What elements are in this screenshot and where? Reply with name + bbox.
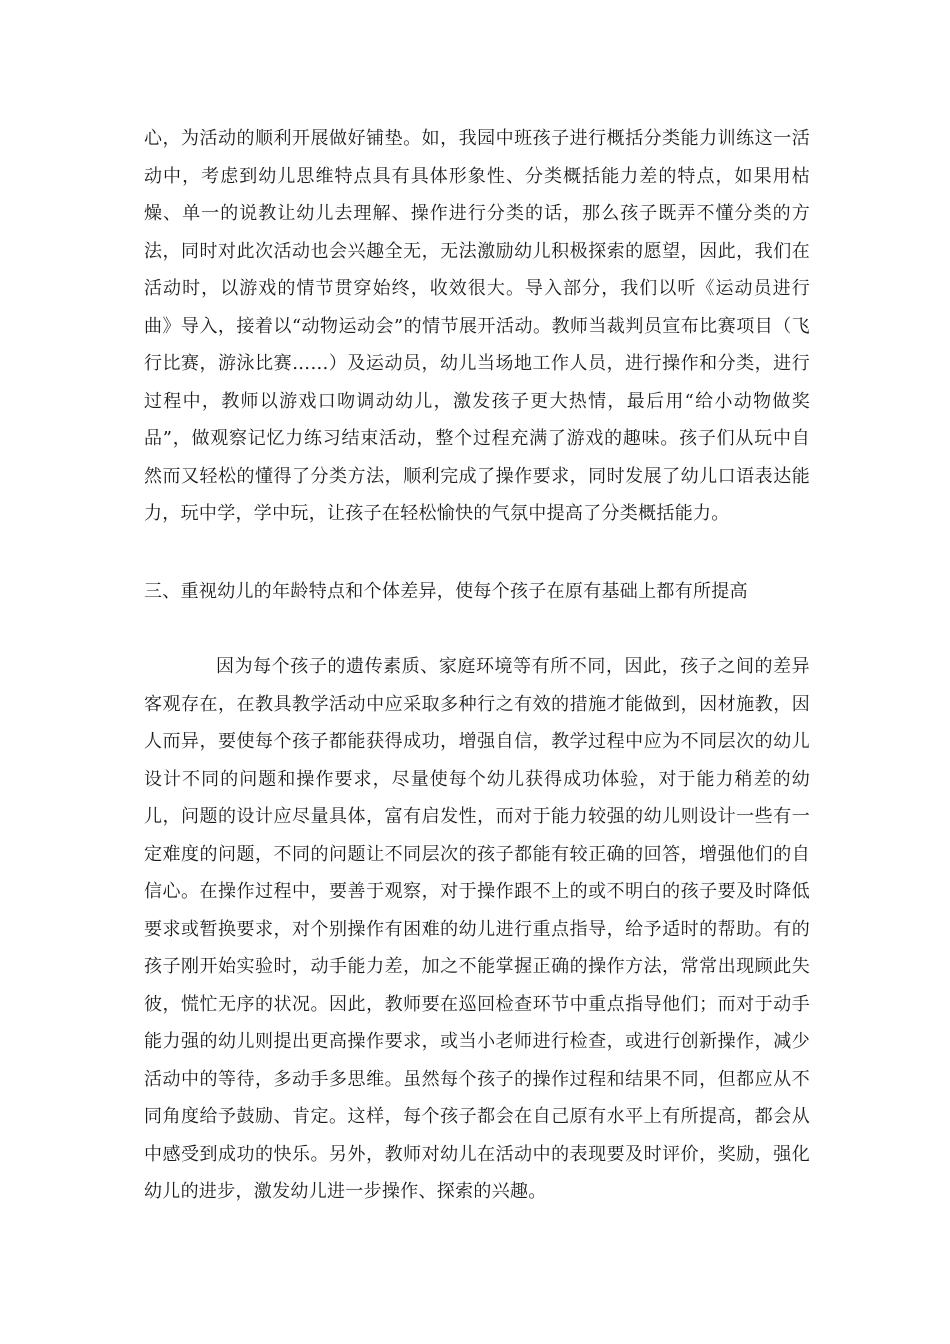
body-paragraph-2: 因为每个孩子的遗传素质、家庭环境等有所不同，因此，孩子之间的差异客观存在，在教具教学活动中应采取多种行之有效的措施才能做到，因材施教，因人而异，要使每个孩子都能获得成功，增强自信，教学过程中应为不同层次的幼儿设计不同的问题和操作要求，尽量使每个幼儿获得成功体验，对于能力稍差的幼儿，问题的设计应尽量具体，富有启发性，而对于能力较强的幼儿则设计一些有一定难度的问题，不同的问题让不同层次的孩子都能有较正确的回答，增强他们的自信心。在操作过程中，要善于观察，对于操作跟不上的或不明白的孩子要及时降低要求或暂换要求，对个别操作有困难的幼儿进行重点指导，给予适时的帮助。有的孩子刚开始实验时，动手能力差，加之不能掌握正确的操作方法，常常出现顾此失彼，慌忙无序的状况。因此，教师要在巡回检查环节中重点指导他们；而对于动手能力强的幼儿则提出更高操作要求，或当小老师进行检查，或进行创新操作，减少活动中的等待，多动手多思维。虽然每个孩子的操作过程和结果不同，但都应从不同角度给予鼓励、肯定。这样，每个孩子都会在自己原有水平上有所提高，都会从中感受到成功的快乐。另外，教师对幼儿在活动中的表现要及时评价，奖励，强化幼儿的进步，激发幼儿进一步操作、探索的兴趣。: [144, 656, 810, 1202]
section-heading: 三、重视幼儿的年龄特点和个体差异，使每个孩子在原有基础上都有所提高: [144, 580, 748, 602]
document-body: [144, 120, 810, 1211]
paragraph-spacer: [144, 533, 810, 573]
body-paragraph-1: 心，为活动的顺利开展做好铺垫。如，我园中班孩子进行概括分类能力训练这一活动中，考虑到幼儿思维特点具有具体形象性、分类概括能力差的特点，如果用枯燥、单一的说教让幼儿去理解、操作进行分类的话，那么孩子既弄不懂分类的方法，同时对此次活动也会兴趣全无，无法激励幼儿积极探索的愿望，因此，我们在活动时，以游戏的情节贯穿始终，收效很大。导入部分，我们以听《运动员进行曲》导入，接着以“动物运动会”的情节展开活动。教师当裁判员宣布比赛项目（飞行比赛，游泳比赛……）及运动员，幼儿当场地工作人员，进行操作和分类，进行过程中，教师以游戏口吻调动幼儿，激发孩子更大热情，最后用“给小动物做奖品”，做观察记忆力练习结束活动，整个过程充满了游戏的趣味。孩子们从玩中自然而又轻松的懂得了分类方法，顺利完成了操作要求，同时发展了幼儿口语表达能力，玩中学，学中玩，让孩子在轻松愉快的气氛中提高了分类概括能力。: [144, 128, 810, 524]
paragraph-spacer: [144, 610, 810, 648]
